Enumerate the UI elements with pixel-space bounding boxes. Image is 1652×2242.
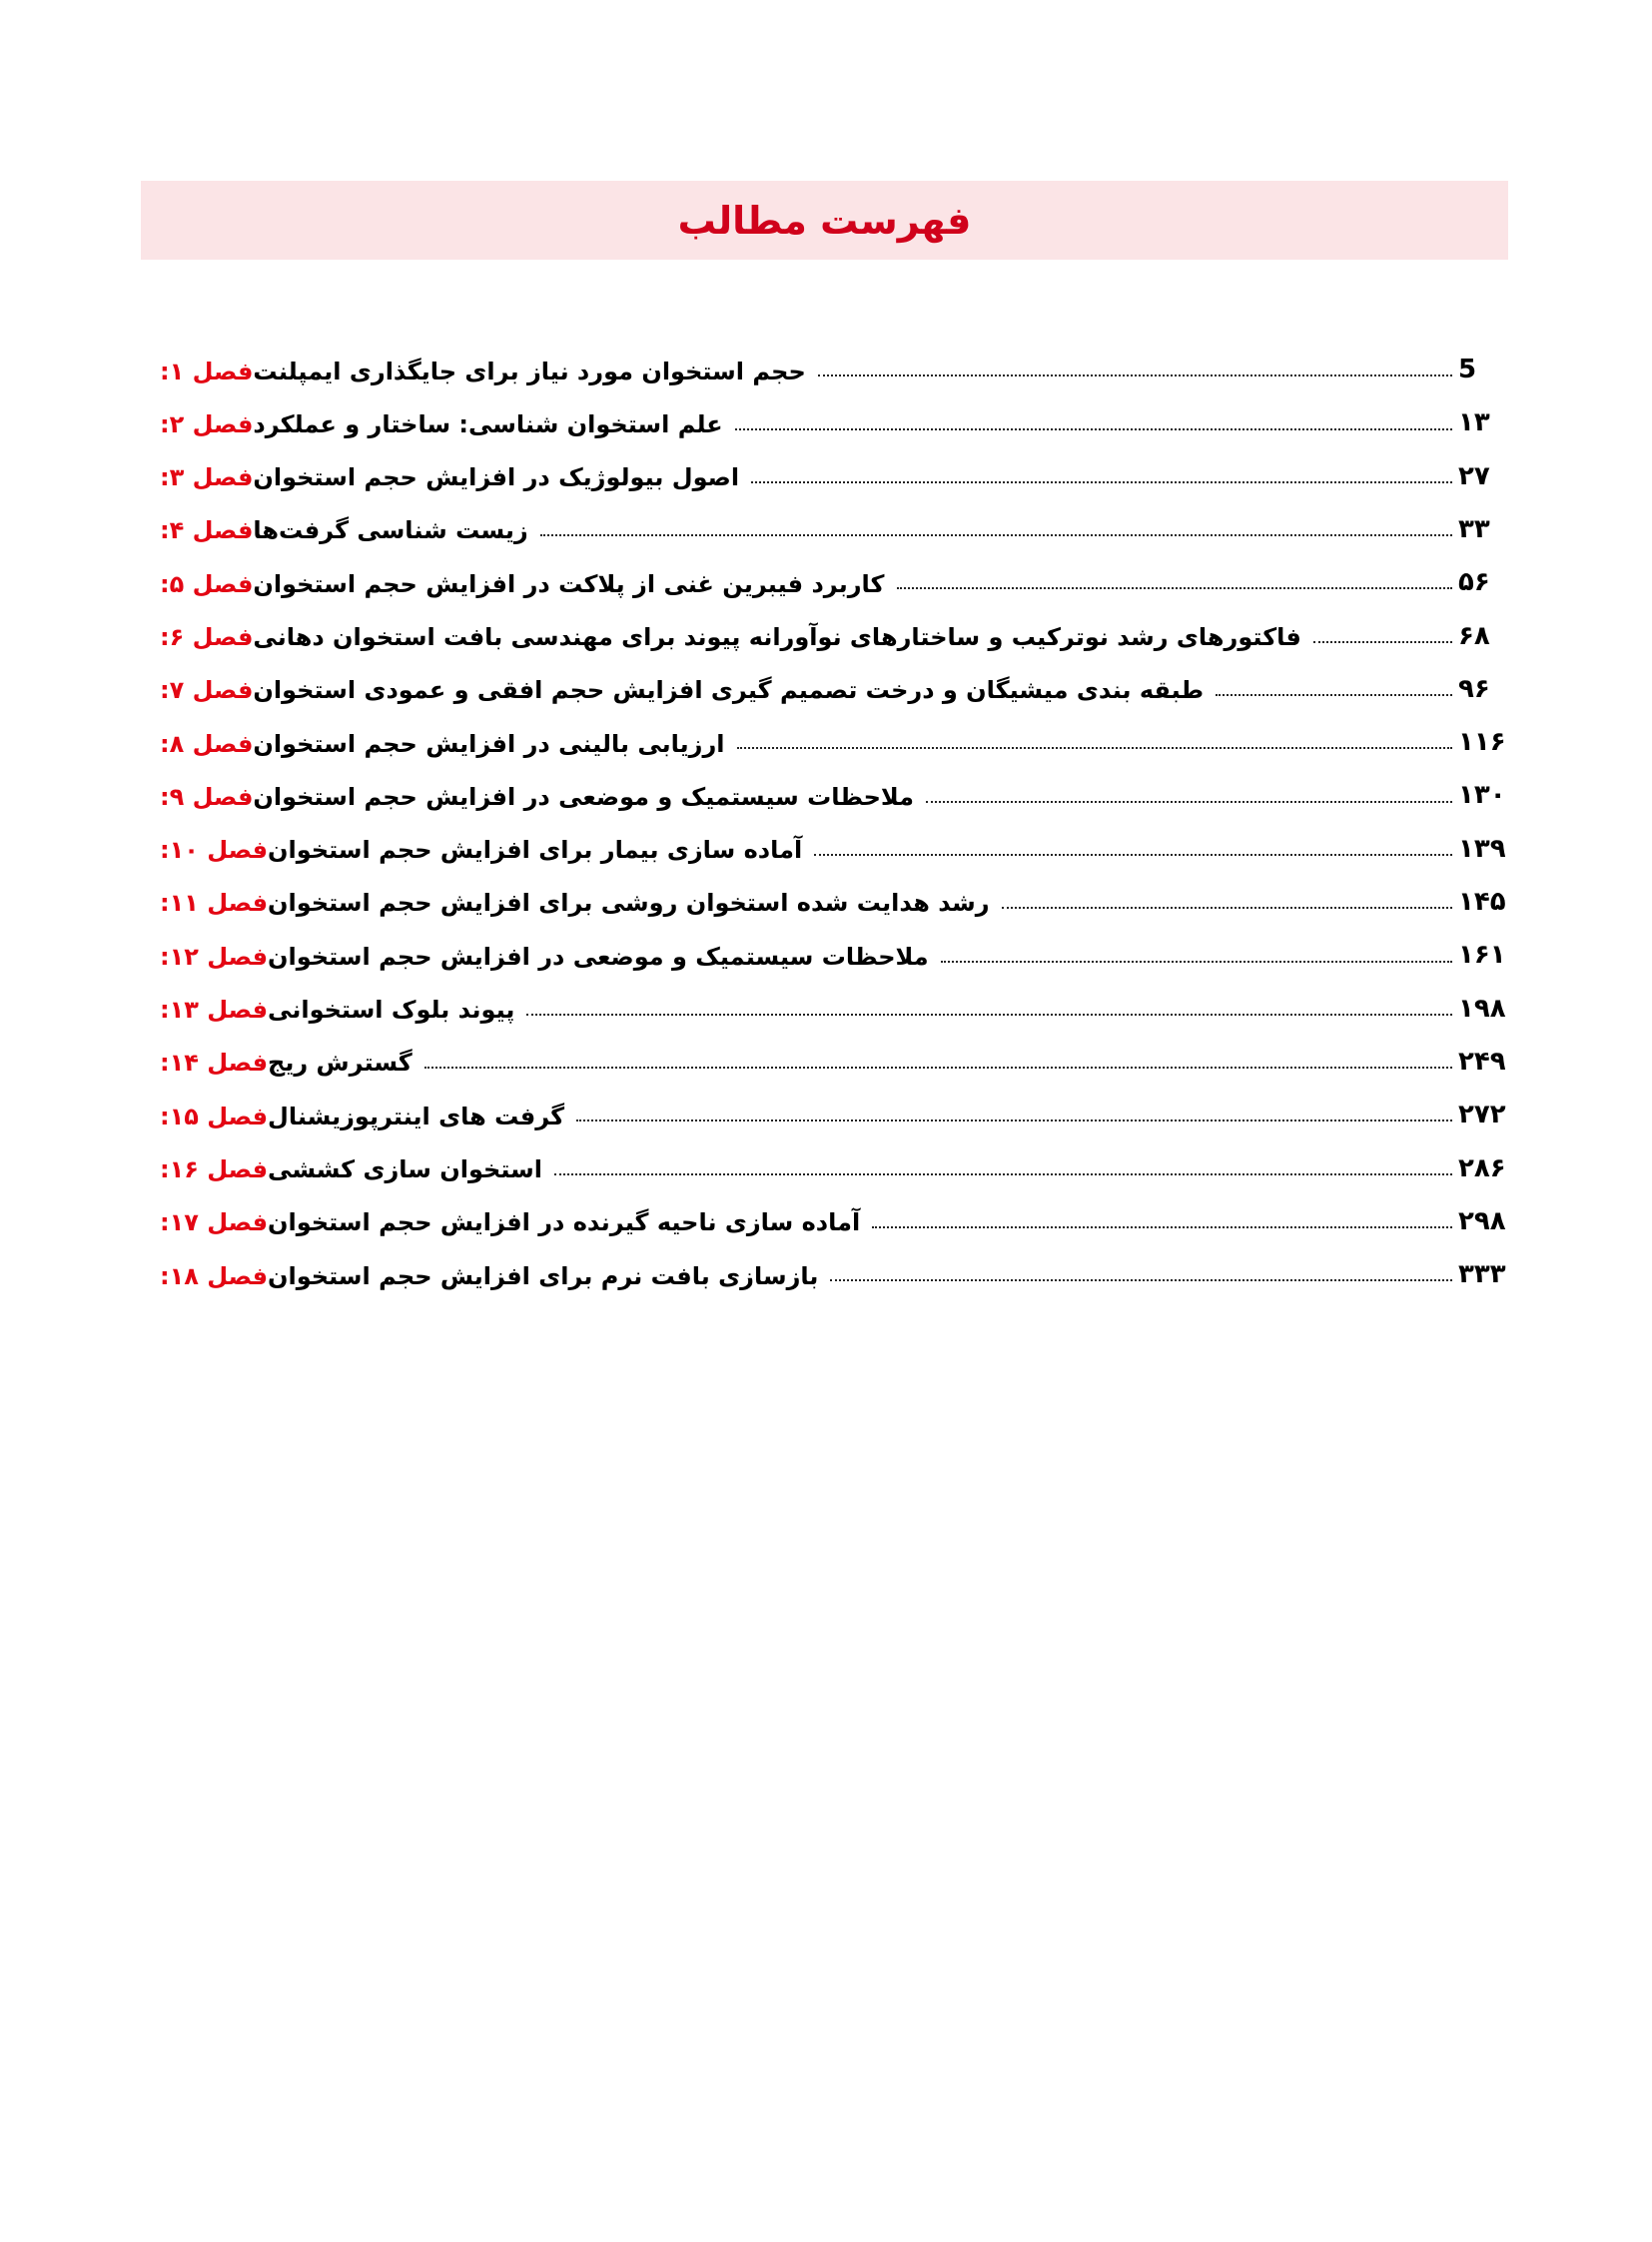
chapter-label: فصل ۹: [160, 782, 254, 811]
dot-leader [926, 801, 1452, 803]
page-number: ۵۶ [1458, 567, 1490, 598]
chapter-title: حجم استخوان مورد نیاز برای جایگذاری ایمپلنت [253, 357, 806, 385]
chapter-title: ملاحظات سیستمیک و موضعی در افزایش حجم استخوان [268, 942, 929, 971]
toc-entry[interactable] [160, 461, 1508, 492]
chapter-title: بازسازی بافت نرم برای افزایش حجم استخوان [268, 1261, 819, 1290]
toc-row[interactable] [160, 385, 1508, 438]
dot-leader [897, 587, 1452, 589]
toc-row[interactable] [160, 545, 1508, 598]
chapter-title: پیوند بلوک استخوانی [268, 996, 515, 1025]
toc-row[interactable] [160, 918, 1508, 971]
page-number: ۳۳۳ [1458, 1259, 1506, 1290]
chapter-label: فصل ۸: [160, 729, 254, 758]
page-number: ۲۸۶ [1458, 1152, 1506, 1183]
toc-entry[interactable] [160, 940, 1508, 971]
toc-row[interactable] [160, 1025, 1508, 1078]
chapter-title: ارزیابی بالینی در افزایش حجم استخوان [253, 729, 725, 758]
chapter-title: کاربرد فیبرین غنی از پلاکت در افزایش حجم استخوان [253, 569, 885, 598]
toc-entry[interactable] [160, 1047, 1508, 1078]
chapter-title: استخوان سازی کششی [268, 1154, 542, 1183]
chapter-label: فصل ۱۷: [160, 1208, 269, 1237]
toc-row[interactable] [160, 758, 1508, 811]
chapter-title: ملاحظات سیستمیک و موضعی در افزایش حجم استخوان [253, 782, 914, 811]
chapter-label: فصل ۱۸: [160, 1261, 269, 1290]
chapter-title: علم استخوان شناسی: ساختار و عملکرد [253, 409, 723, 438]
chapter-label: فصل ۱۳: [160, 996, 269, 1025]
table-of-contents [160, 333, 1508, 1290]
toc-entry[interactable] [160, 407, 1508, 438]
page-number: ۱۳۹ [1458, 833, 1506, 864]
dot-leader [1216, 694, 1452, 696]
chapter-label: فصل ۲: [160, 409, 254, 438]
dot-leader [735, 428, 1452, 430]
chapter-label: فصل ۷: [160, 676, 254, 705]
page-number: ۱۶۱ [1458, 940, 1506, 971]
chapter-title: گرفت های اینترپوزیشنال [268, 1102, 565, 1130]
toc-entry[interactable] [160, 1206, 1508, 1237]
toc-entry[interactable] [160, 621, 1508, 652]
dot-leader [1313, 641, 1452, 643]
toc-entry[interactable] [160, 1153, 1508, 1184]
toc-entry[interactable] [160, 1259, 1508, 1290]
dot-leader [872, 1226, 1452, 1228]
chapter-title: طبقه بندی میشیگان و درخت تصمیم گیری افزایش حجم افقی و عمودی استخوان [253, 676, 1205, 705]
page-title: فهرست مطالب [677, 198, 972, 243]
toc-row[interactable] [160, 439, 1508, 492]
toc-row[interactable] [160, 1184, 1508, 1237]
chapter-label: فصل ۶: [160, 622, 254, 651]
page-number: ۲۷ [1458, 460, 1490, 491]
toc-row[interactable] [160, 1237, 1508, 1290]
page-number: 5 [1458, 355, 1477, 385]
toc-entry[interactable] [160, 355, 1508, 385]
page-number: ۹۶ [1458, 673, 1490, 704]
dot-leader [540, 534, 1452, 536]
chapter-label: فصل ۱: [160, 357, 254, 385]
chapter-title: زیست شناسی گرفت‌ها [253, 516, 528, 545]
toc-entry[interactable] [160, 994, 1508, 1025]
chapter-label: فصل ۳: [160, 463, 254, 492]
dot-leader [751, 481, 1452, 483]
toc-row[interactable] [160, 333, 1508, 385]
dot-leader [526, 1014, 1452, 1016]
dot-leader [737, 747, 1452, 749]
chapter-title: فاکتورهای رشد نوترکیب و ساختارهای نوآورانه پیوند برای مهندسی بافت استخوان دهانی [253, 622, 1301, 651]
toc-row[interactable] [160, 652, 1508, 705]
dot-leader [941, 961, 1452, 963]
page-number: ۱۳۰ [1458, 780, 1506, 811]
dot-leader [818, 374, 1452, 376]
toc-row[interactable] [160, 1078, 1508, 1130]
page-number: ۶۸ [1458, 620, 1490, 651]
page-number: ۳۳ [1458, 514, 1490, 544]
toc-row[interactable] [160, 865, 1508, 918]
toc-entry[interactable] [160, 834, 1508, 865]
dot-leader [424, 1067, 1452, 1069]
toc-entry[interactable] [160, 887, 1508, 918]
toc-entry[interactable] [160, 567, 1508, 598]
toc-entry[interactable] [160, 727, 1508, 758]
chapter-label: فصل ۴: [160, 516, 254, 545]
toc-entry[interactable] [160, 514, 1508, 545]
dot-leader [830, 1279, 1452, 1281]
page-number: ۲۷۲ [1458, 1100, 1506, 1130]
toc-row[interactable] [160, 705, 1508, 758]
toc-row[interactable] [160, 812, 1508, 865]
toc-entry[interactable] [160, 780, 1508, 811]
toc-entry[interactable] [160, 674, 1508, 705]
page-number: ۱۹۸ [1458, 993, 1506, 1024]
chapter-label: فصل ۵: [160, 569, 254, 598]
chapter-label: فصل ۱۵: [160, 1102, 269, 1130]
chapter-title: آماده سازی بیمار برای افزایش حجم استخوان [268, 836, 803, 865]
page-number: ۱۴۵ [1458, 887, 1506, 918]
chapter-title: آماده سازی ناحیه گیرنده در افزایش حجم استخوان [268, 1208, 861, 1237]
toc-entry[interactable] [160, 1100, 1508, 1130]
chapter-label: فصل ۱۶: [160, 1154, 269, 1183]
toc-row[interactable] [160, 598, 1508, 651]
chapter-title: اصول بیولوژیک در افزایش حجم استخوان [253, 463, 740, 492]
dot-leader [814, 854, 1452, 856]
page-number: ۱۱۶ [1458, 727, 1506, 758]
dot-leader [576, 1120, 1452, 1121]
dot-leader [1002, 907, 1452, 909]
toc-row[interactable] [160, 1130, 1508, 1183]
dot-leader [554, 1173, 1452, 1175]
title-banner [141, 181, 1508, 260]
chapter-title: گسترش ریج [268, 1049, 413, 1078]
chapter-label: فصل ۱۲: [160, 942, 269, 971]
page-number: ۲۹۸ [1458, 1205, 1506, 1236]
chapter-label: فصل ۱۰: [160, 836, 269, 865]
chapter-title: رشد هدایت شده استخوان روشی برای افزایش حجم استخوان [268, 889, 990, 918]
page-number: ۱۳ [1458, 407, 1490, 438]
toc-row[interactable] [160, 972, 1508, 1025]
page-number: ۲۴۹ [1458, 1046, 1506, 1077]
chapter-label: فصل ۱۱: [160, 889, 269, 918]
toc-row[interactable] [160, 492, 1508, 545]
chapter-label: فصل ۱۴: [160, 1049, 269, 1078]
